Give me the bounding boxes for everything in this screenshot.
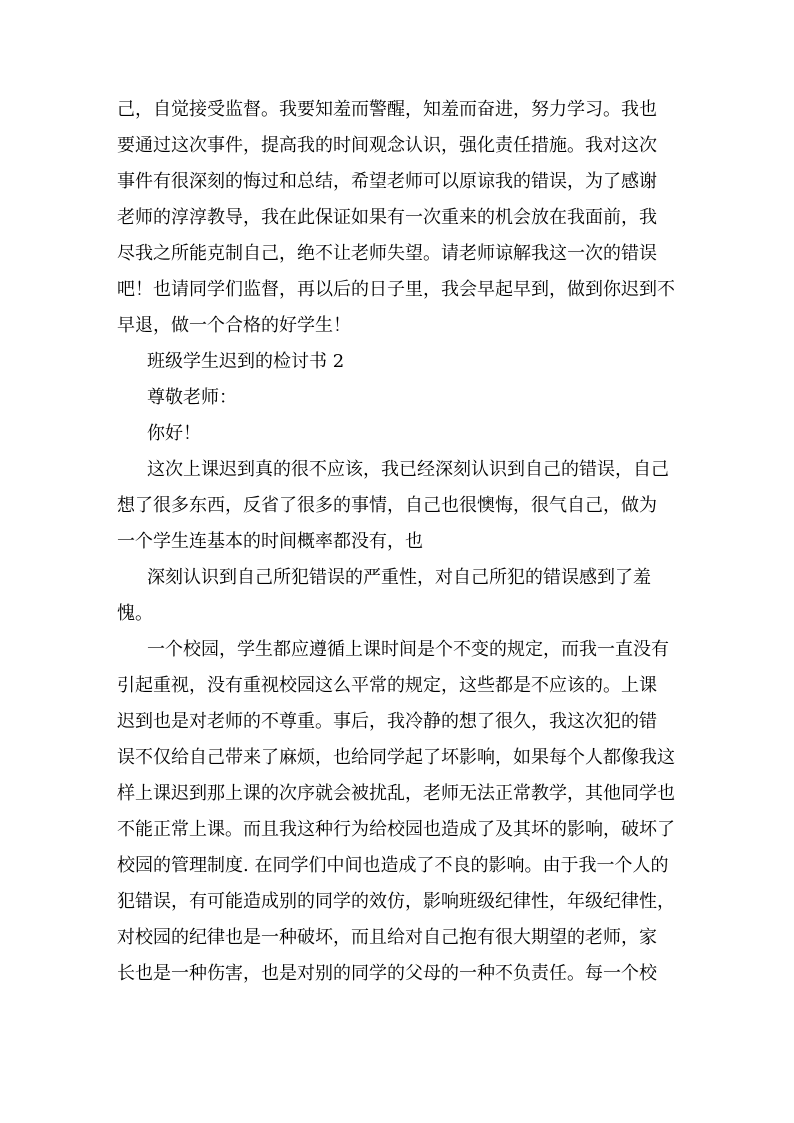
paragraph-start-line: 一个校园，学生都应遵循上课时间是个不变的规定，而我一直没有 bbox=[147, 639, 669, 660]
body-line: 样上课迟到那上课的次序就会被扰乱，老师无法正常教学，其他同学也 bbox=[117, 783, 675, 804]
greeting: 你好！ bbox=[147, 423, 201, 444]
body-line: 尽我之所能克制自己，绝不让老师失望。请老师谅解我这一次的错误 bbox=[117, 243, 657, 264]
body-line: 老师的淳淳教导，我在此保证如果有一次重来的机会放在我面前，我 bbox=[117, 207, 657, 228]
document-body bbox=[117, 92, 683, 992]
body-line: 一个学生连基本的时间概率都没有，也 bbox=[117, 531, 423, 552]
body-line: 校园的管理制度. 在同学们中间也造成了不良的影响。由于我一个人的 bbox=[117, 855, 669, 876]
body-line: 对校园的纪律也是一种破坏，而且给对自己抱有很大期望的老师，家 bbox=[117, 927, 657, 948]
body-line: 早退，做一个合格的好学生！ bbox=[117, 315, 351, 336]
body-line: 长也是一种伤害，也是对别的同学的父母的一种不负责任。每一个校 bbox=[117, 963, 657, 984]
body-line: 不能正常上课。而且我这种行为给校园也造成了及其坏的影响，破坏了 bbox=[117, 819, 675, 840]
body-line: 想了很多东西，反省了很多的事情，自己也很懊悔，很气自己，做为 bbox=[117, 495, 657, 516]
body-line: 迟到也是对老师的不尊重。事后，我冷静的想了很久，我这次犯的错 bbox=[117, 711, 657, 732]
body-line: 犯错误，有可能造成别的同学的效仿，影响班级纪律性，年级纪律性， bbox=[117, 891, 675, 912]
section-heading: 班级学生迟到的检讨书 2 bbox=[147, 351, 345, 372]
salutation: 尊敬老师： bbox=[147, 387, 237, 408]
paragraph-start-line: 深刻认识到自己所犯错误的严重性，对自己所犯的错误感到了羞 bbox=[147, 567, 651, 588]
body-line: 误不仅给自己带来了麻烦，也给同学起了坏影响，如果每个人都像我这 bbox=[117, 747, 675, 768]
body-line: 愧。 bbox=[117, 603, 153, 624]
body-line: 要通过这次事件，提高我的时间观念认识，强化责任措施。我对这次 bbox=[117, 135, 657, 156]
body-line: 吧！也请同学们监督，再以后的日子里，我会早起早到，做到你迟到不 bbox=[117, 279, 675, 300]
paragraph-start-line: 这次上课迟到真的很不应该，我已经深刻认识到自己的错误，自己 bbox=[147, 459, 669, 480]
body-line: 事件有很深刻的悔过和总结，希望老师可以原谅我的错误，为了感谢 bbox=[117, 171, 657, 192]
body-line: 己，自觉接受监督。我要知羞而警醒，知羞而奋进，努力学习。我也 bbox=[117, 99, 657, 120]
body-line: 引起重视，没有重视校园这么平常的规定，这些都是不应该的。上课 bbox=[117, 675, 657, 696]
